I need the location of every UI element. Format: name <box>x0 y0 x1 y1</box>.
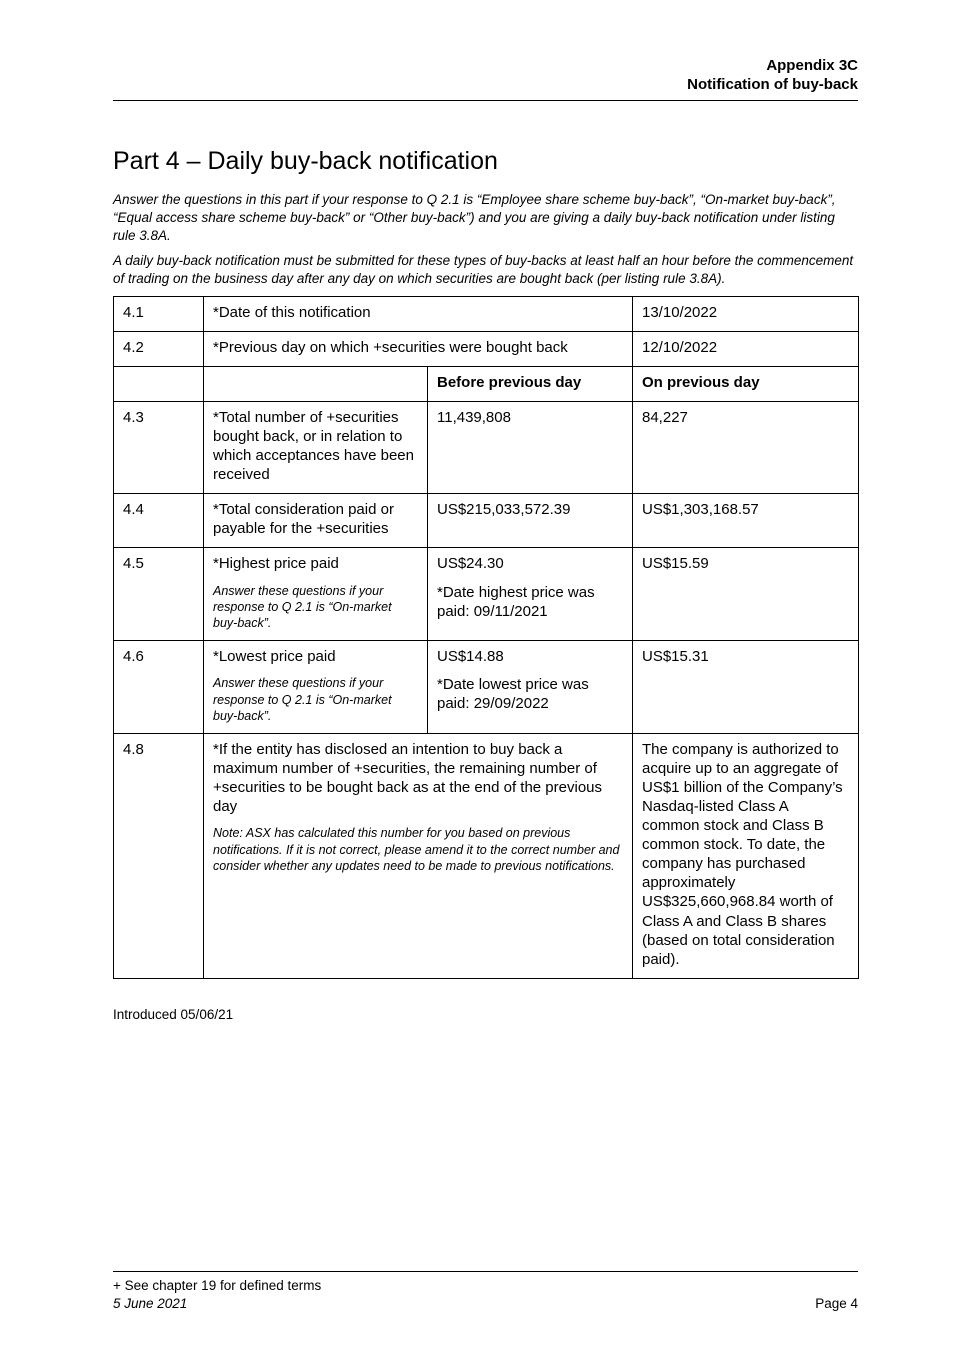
row-number: 4.3 <box>114 402 204 494</box>
footer-date: 5 June 2021 <box>113 1295 188 1311</box>
row-label-text: *Lowest price paid <box>213 648 336 666</box>
table-row-4-3 <box>114 402 859 494</box>
lowest-price-on-value: US$15.31 <box>633 641 859 734</box>
total-consideration-before-value: US$215,033,572.39 <box>428 494 633 548</box>
previous-day-value: 12/10/2022 <box>633 332 859 367</box>
document-footer <box>113 1271 858 1312</box>
empty-cell <box>204 367 428 402</box>
row-label-text: *Highest price paid <box>213 555 339 573</box>
highest-price-before-cell <box>428 548 633 641</box>
total-securities-on-value: 84,227 <box>633 402 859 494</box>
column-header-on-previous-day: On previous day <box>633 367 859 402</box>
table-row-4-4 <box>114 494 859 548</box>
row-number: 4.6 <box>114 641 204 734</box>
highest-price-value: US$24.30 <box>437 555 504 573</box>
row-label-note: Note: ASX has calculated this number for you based on previous notifications. If it is not correct, please amend it to the correct number and consider whether any updates need to be made to previous notifications. <box>213 826 620 873</box>
row-number: 4.2 <box>114 332 204 367</box>
row-label <box>204 641 428 734</box>
page-title: Part 4 – Daily buy-back notification <box>113 147 498 175</box>
total-securities-before-value: 11,439,808 <box>428 402 633 494</box>
notification-date-value: 13/10/2022 <box>633 297 859 332</box>
buyback-notification-table <box>113 296 859 979</box>
row-number: 4.5 <box>114 548 204 641</box>
row-label: *Total number of +securities bought back, or in relation to which acceptances have been received <box>204 402 428 494</box>
intro-paragraph-1: Answer the questions in this part if your response to Q 2.1 is “Employee share scheme buy-back”, “On-market buy-back”, “Equal access share scheme buy-back” or “Other buy-back”) and you are giving a daily buy-back notification under listing rule 3.8A. <box>113 192 836 243</box>
highest-price-on-value: US$15.59 <box>633 548 859 641</box>
lowest-price-date: *Date lowest price was paid: 29/09/2022 <box>437 676 589 713</box>
introduced-note: Introduced 05/06/21 <box>113 1006 234 1022</box>
lowest-price-value: US$14.88 <box>437 648 504 666</box>
header-doc-name: Notification of buy-back <box>687 75 858 93</box>
footer-page-number: Page 4 <box>815 1295 858 1311</box>
document-header <box>113 57 858 101</box>
lowest-price-before-cell <box>428 641 633 734</box>
row-label-note: Answer these questions if your response to Q 2.1 is “On-market buy-back”. <box>213 676 392 723</box>
row-number: 4.1 <box>114 297 204 332</box>
footer-row <box>113 1295 858 1313</box>
table-header-row <box>114 367 859 402</box>
row-label: *Previous day on which +securities were bought back <box>204 332 633 367</box>
row-label-text: *If the entity has disclosed an intention to buy back a maximum number of +securities, the remaining number of +securities to be bought back as at the end of the previous day <box>213 741 603 816</box>
row-label: *Date of this notification <box>204 297 633 332</box>
highest-price-date: *Date highest price was paid: 09/11/2021 <box>437 583 595 620</box>
document-body <box>113 147 858 1022</box>
table-row-4-8 <box>114 734 859 979</box>
column-header-before-previous-day: Before previous day <box>428 367 633 402</box>
row-label: *Total consideration paid or payable for the +securities <box>204 494 428 548</box>
row-label-note: Answer these questions if your response to Q 2.1 is “On-market buy-back”. <box>213 583 392 631</box>
remaining-buyback-statement: The company is authorized to acquire up to an aggregate of US$1 billion of the Company’s Nasdaq-listed Class A common stock and Class B common stock. To date, the company has purchased approximately US$325,660,968.84 worth of Class A and Class B shares (based on total consideration paid). <box>633 734 859 979</box>
row-label <box>204 734 633 979</box>
table-row-4-1 <box>114 297 859 332</box>
table-row-4-2 <box>114 332 859 367</box>
row-label <box>204 548 428 641</box>
total-consideration-on-value: US$1,303,168.57 <box>633 494 859 548</box>
intro-paragraph-2: A daily buy-back notification must be submitted for these types of buy-backs at least half an hour before the commencement of trading on the business day after any day on which securities are bought back (per listing rule 3.8A). <box>113 253 854 287</box>
row-number: 4.4 <box>114 494 204 548</box>
row-number: 4.8 <box>114 734 204 979</box>
table-row-4-5 <box>114 548 859 641</box>
table-row-4-6 <box>114 641 859 734</box>
header-appendix: Appendix 3C <box>766 57 858 74</box>
empty-cell <box>114 367 204 402</box>
footer-defined-terms: + See chapter 19 for defined terms <box>113 1278 322 1293</box>
